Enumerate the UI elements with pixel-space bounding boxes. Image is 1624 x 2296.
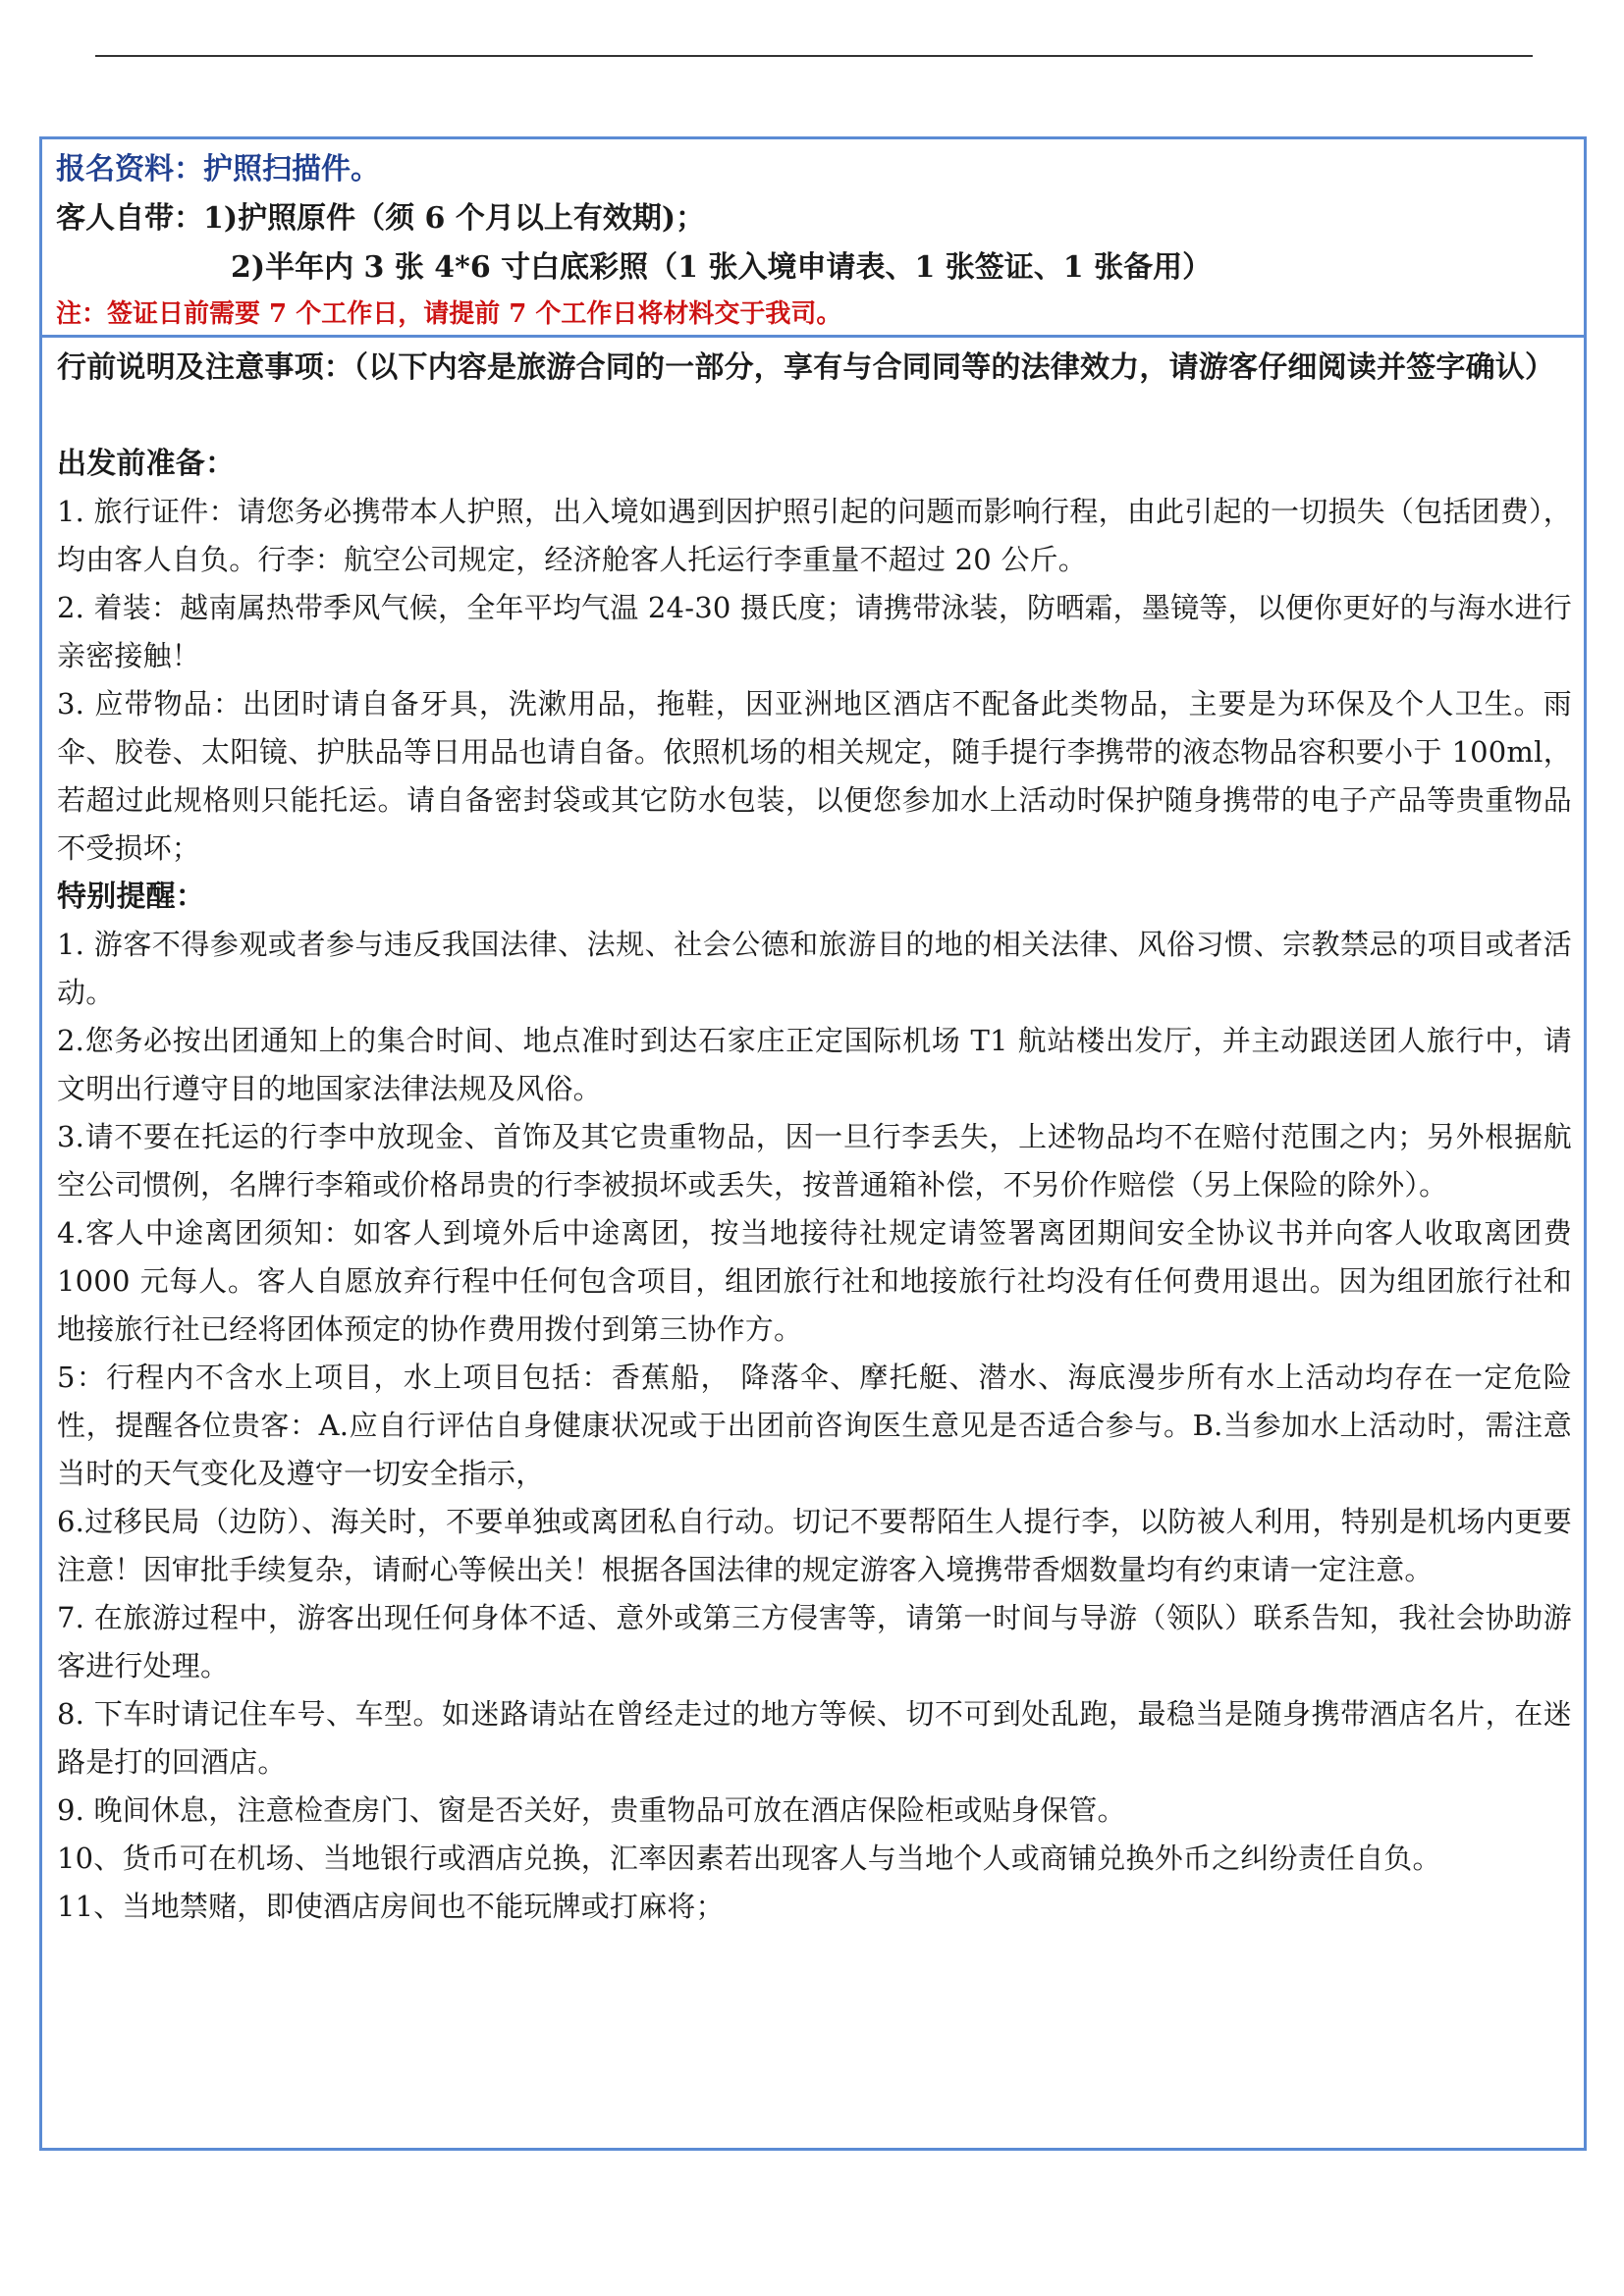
special-item-6: 6.过移民局（边防）、海关时，不要单独或离团私自行动。切记不要帮陌生人提行李，以防被人利用，特别是机场内更要注意！因审批手续复杂，请耐心等候出关！根据各国法律的规定游客入境携带香烟数量均有约束请一定注意。 [57,1505,1572,1586]
special-item-4: 4.客人中途离团须知：如客人到境外后中途离团，按当地接待社规定请签署离团期间安全协议书并向客人收取离团费 1000 元每人。客人自愿放弃行程中任何包含项目，组团旅行社和地接旅行社均没有任何费用退出。因为组团旅行社和地接旅行社已经将团体预定的协作费用拨付到第三协作方。 [57,1216,1572,1346]
special-item-10: 10、货币可在机场、当地银行或酒店兑换，汇率因素若出现客人与当地个人或商铺兑换外币之纠纷责任自负。 [57,1842,1441,1875]
special-heading: 特别提醒： [57,880,205,914]
notice-section [42,338,1584,1931]
special-item-11: 11、当地禁赌，即使酒店房间也不能玩牌或打麻将； [57,1890,725,1923]
special-item-1: 1. 游客不得参观或者参与违反我国法律、法规、社会公德和旅游目的地的相关法律、风俗习惯、宗教禁忌的项目或者活动。 [57,928,1572,1009]
prep-item-2: 2. 着装：越南属热带季风气候，全年平均气温 24-30 摄氏度；请携带泳装，防晒霜，墨镜等，以便你更好的与海水进行亲密接触！ [57,591,1572,672]
special-item-5: 5：行程内不含水上项目，水上项目包括：香蕉船， 降落伞、摩托艇、潜水、海底漫步所有水上活动均存在一定危险性，提醒各位贵客：A.应自行评估自身健康状况或于出团前咨询医生意见是否适合参与。B.当参加水上活动时，需注意当时的天气变化及遵守一切安全指示， [57,1361,1572,1490]
special-item-7: 7. 在旅游过程中，游客出现任何身体不适、意外或第三方侵害等，请第一时间与导游（领队）联系告知，我社会协助游客进行处理。 [57,1601,1572,1682]
prep-heading: 出发前准备： [57,447,236,481]
blank-line [57,392,1572,440]
prep-item-1: 1. 旅行证件：请您务必携带本人护照，出入境如遇到因护照引起的问题而影响行程，由此引起的一切损失（包括团费），均由客人自负。行李：航空公司规定，经济舱客人托运行李重量不超过 20 公斤。 [57,495,1572,576]
prep-item-3: 3. 应带物品：出团时请自备牙具，洗漱用品，拖鞋，因亚洲地区酒店不配备此类物品，主要是为环保及个人卫生。雨伞、胶卷、太阳镜、护肤品等日用品也请自备。依照机场的相关规定，随手提行李携带的液态物品容积要小于 100ml，若超过此规格则只能托运。请自备密封袋或其它防水包装，以便您参加水上活动时保护随身携带的电子产品等贵重物品不受损坏； [57,687,1572,865]
visa-note: 注：签证日前需要 7 个工作日，请提前 7 个工作日将材料交于我司。 [56,299,842,329]
special-item-3: 3.请不要在托运的行李中放现金、首饰及其它贵重物品，因一旦行李丢失，上述物品均不在赔付范围之内；另外根据航空公司惯例，名牌行李箱或价格昂贵的行李被损坏或丢失，按普通箱补偿，不另价作赔偿（另上保险的除外）。 [57,1120,1572,1201]
bring-items-line1: 客人自带：1)护照原件（须 6 个月以上有效期)； [56,201,706,236]
special-item-9: 9. 晚间休息，注意检查房门、窗是否关好，贵重物品可放在酒店保险柜或贴身保管。 [57,1793,1126,1827]
content-frame [39,136,1587,2151]
special-item-8: 8. 下车时请记住车号、车型。如迷路请站在曾经走过的地方等候、切不可到处乱跑，最稳当是随身携带酒店名片，在迷路是打的回酒店。 [57,1697,1572,1779]
registration-materials: 报名资料：护照扫描件。 [56,152,380,187]
header-rule [95,55,1533,57]
registration-section [42,139,1584,338]
bring-items-line2: 2)半年内 3 张 4*6 寸白底彩照（1 张入境申请表、1 张签证、1 张备用） [231,250,1213,285]
special-item-2: 2.您务必按出团通知上的集合时间、地点准时到达石家庄正定国际机场 T1 航站楼出发厅，并主动跟送团人旅行中，请文明出行遵守目的地国家法律法规及风俗。 [57,1024,1572,1105]
notice-title: 行前说明及注意事项：（以下内容是旅游合同的一部分，享有与合同同等的法律效力，请游客仔细阅读并签字确认） [57,350,1555,385]
